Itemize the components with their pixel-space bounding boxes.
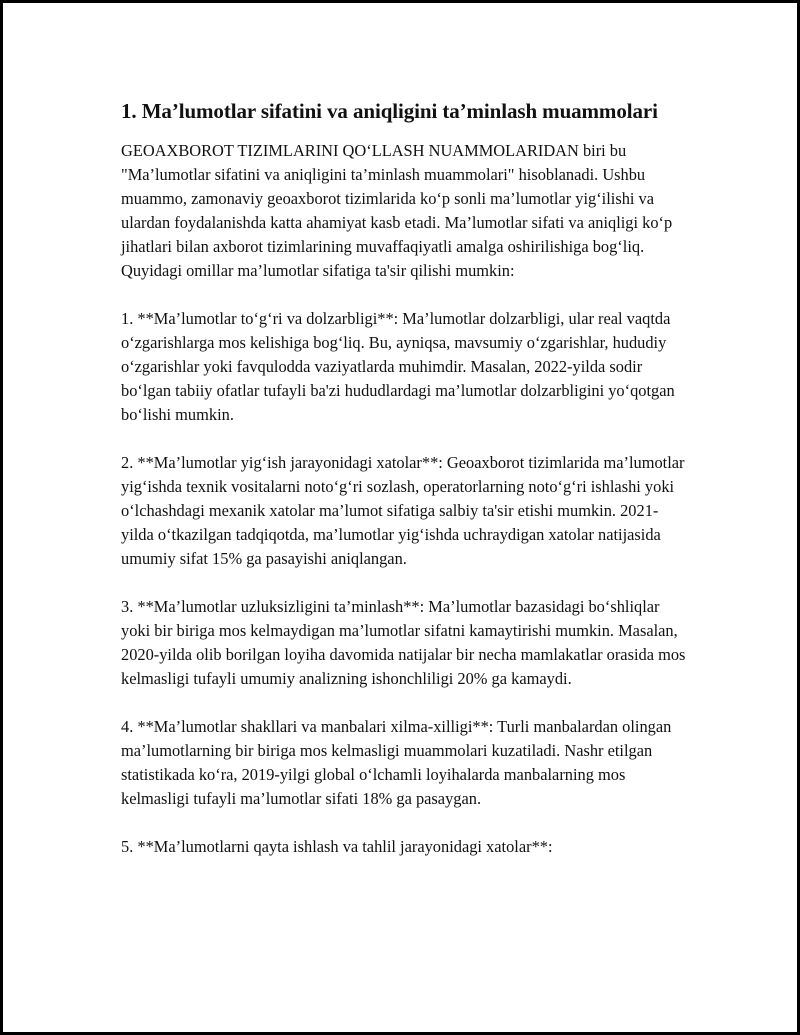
paragraph-item-2: 2. **Ma’lumotlar yig‘ish jarayonidagi xatolar**: Geoaxborot tizimlarida ma’lumotlar yig‘ishda texnik vositalarni noto‘g‘ri sozlash, operatorlarning noto‘g‘ri ishlashi yoki o‘lchashdagi mexanik xatolar ma’lumot sifatiga salbiy ta'sir etishi mumkin. 2021-yilda o‘tkazilgan tadqiqotda, ma’lumotlar yig‘ishda uchraydigan xatolar natijasida umumiy sifat 15% ga pasayishi aniqlangan. (121, 453, 685, 568)
paragraph-item-3: 3. **Ma’lumotlar uzluksizligini ta’minlash**: Ma’lumotlar bazasidagi bo‘shliqlar yoki bir biriga mos kelmaydigan ma’lumotlar sifatni kamaytirishi mumkin. Masalan, 2020-yilda olib borilgan loyiha davomida natijalar bir necha mamlakatlar orasida mos kelmasligi tufayli umumiy analizning ishonchliligi 20% ga kamaydi. (121, 597, 686, 688)
paragraph-item-1: 1. **Ma’lumotlar to‘g‘ri va dolzarbligi**: Ma’lumotlar dolzarbligi, ular real vaqtda o‘zgarishlarga mos kelishiga bog‘liq. Bu, ayniqsa, mavsumiy o‘zgarishlar, hududiy o‘zgarishlar yoki favqulodda vaziyatlarda muhimdir. Masalan, 2022-yilda sodir bo‘lgan tabiiy ofatlar tufayli ba'zi hududlardagi ma’lumotlar dolzarbligini yo‘qotgan bo‘lishi mumkin. (121, 309, 675, 424)
document-content (121, 97, 689, 883)
section-heading: 1. Ma’lumotlar sifatini va aniqligini ta’minlash muammolari (121, 99, 658, 123)
intro-paragraph: GEOAXBOROT TIZIMLARINI QO‘LLASH NUAMMOLARIDAN biri bu "Ma’lumotlar sifatini va aniqligini ta’minlash muammolari" hisoblanadi. Ushbu muammo, zamonaviy geoaxborot tizimlarida ko‘p sonli ma’lumotlar yig‘ilishi va ulardan foydalanishda katta ahamiyat kasb etadi. Ma’lumotlar sifati va aniqligi ko‘p jihatlari bilan axborot tizimlarining muvaffaqiyatli amalga oshirilishiga bog‘liq. Quyidagi omillar ma’lumotlar sifatiga ta'sir qilishi mumkin: (121, 141, 673, 280)
paragraph-item-5: 5. **Ma’lumotlarni qayta ishlash va tahlil jarayonidagi xatolar**: (121, 837, 553, 856)
paragraph-item-4: 4. **Ma’lumotlar shakllari va manbalari xilma-xilligi**: Turli manbalardan olingan ma’lumotlarning bir biriga mos kelmasligi muammolari kuzatiladi. Nashr etilgan statistikada ko‘ra, 2019-yilgi global o‘lchamli loyihalarda manbalarning mos kelmasligi tufayli ma’lumotlar sifati 18% ga pasaygan. (121, 717, 672, 808)
